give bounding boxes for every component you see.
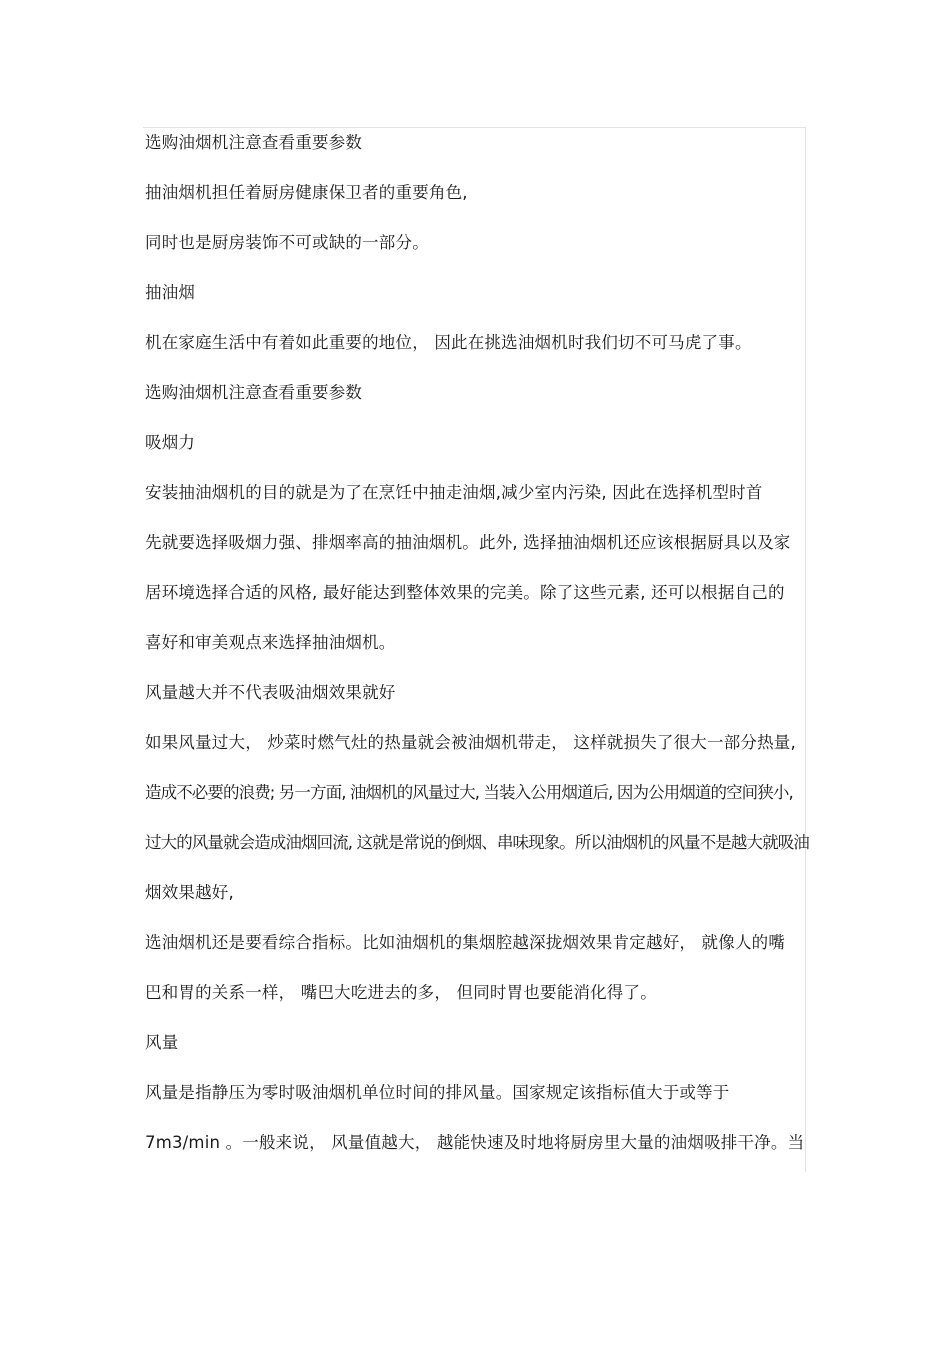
section-heading: 吸烟力 (145, 433, 196, 452)
paragraph-line: 先就要选择吸烟力强、排烟率高的抽油烟机。此外, 选择抽油烟机还应该根据厨具以及家 (145, 533, 791, 552)
paragraph-line: 抽油烟 (145, 283, 196, 302)
paragraph-line: 烟效果越好, (145, 883, 234, 902)
paragraph-line: 居环境选择合适的风格, 最好能达到整体效果的完美。除了这些元素, 还可以根据自己的 (145, 583, 785, 602)
paragraph-line: 如果风量过大， 炒菜时燃气灶的热量就会被油烟机带走， 这样就损失了很大一部分热量, (145, 733, 796, 752)
paragraph-line: 巴和胃的关系一样， 嘴巴大吃进去的多， 但同时胃也要能消化得了。 (145, 983, 657, 1002)
heading-line: 选购油烟机注意查看重要参数 (145, 383, 363, 402)
section-heading: 风量 (145, 1033, 179, 1052)
paragraph-line: 机在家庭生活中有着如此重要的地位， 因此在挑选油烟机时我们切不可马虎了事。 (145, 333, 752, 352)
heading-line: 选购油烟机注意查看重要参数 (145, 133, 363, 152)
paragraph-line: 抽油烟机担任着厨房健康保卫者的重要角色, (145, 183, 468, 202)
paragraph-line: 喜好和审美观点来选择抽油烟机。 (145, 633, 396, 652)
paragraph-line: 过大的风量就会造成油烟回流, 这就是常说的倒烟、串味现象。所以油烟机的风量不是越大就吸油 (145, 833, 809, 852)
paragraph-line: 7m3/min 。一般来说， 风量值越大， 越能快速及时地将厨房里大量的油烟吸排干净。当 (145, 1133, 805, 1152)
paragraph-line: 同时也是厨房装饰不可或缺的一部分。 (145, 233, 429, 252)
paragraph-line: 风量是指静压为零时吸油烟机单位时间的排风量。国家规定该指标值大于或等于 (145, 1083, 730, 1102)
section-heading: 风量越大并不代表吸油烟效果就好 (145, 683, 396, 702)
paragraph-line: 造成不必要的浪费; 另一方面, 油烟机的风量过大, 当装入公用烟道后, 因为公用烟道的空间狭小, (145, 783, 793, 802)
paragraph-line: 安装抽油烟机的目的就是为了在烹饪中抽走油烟,减少室内污染, 因此在选择机型时首 (145, 483, 763, 502)
paragraph-line: 选油烟机还是要看综合指标。比如油烟机的集烟腔越深拢烟效果肯定越好， 就像人的嘴 (145, 933, 786, 952)
